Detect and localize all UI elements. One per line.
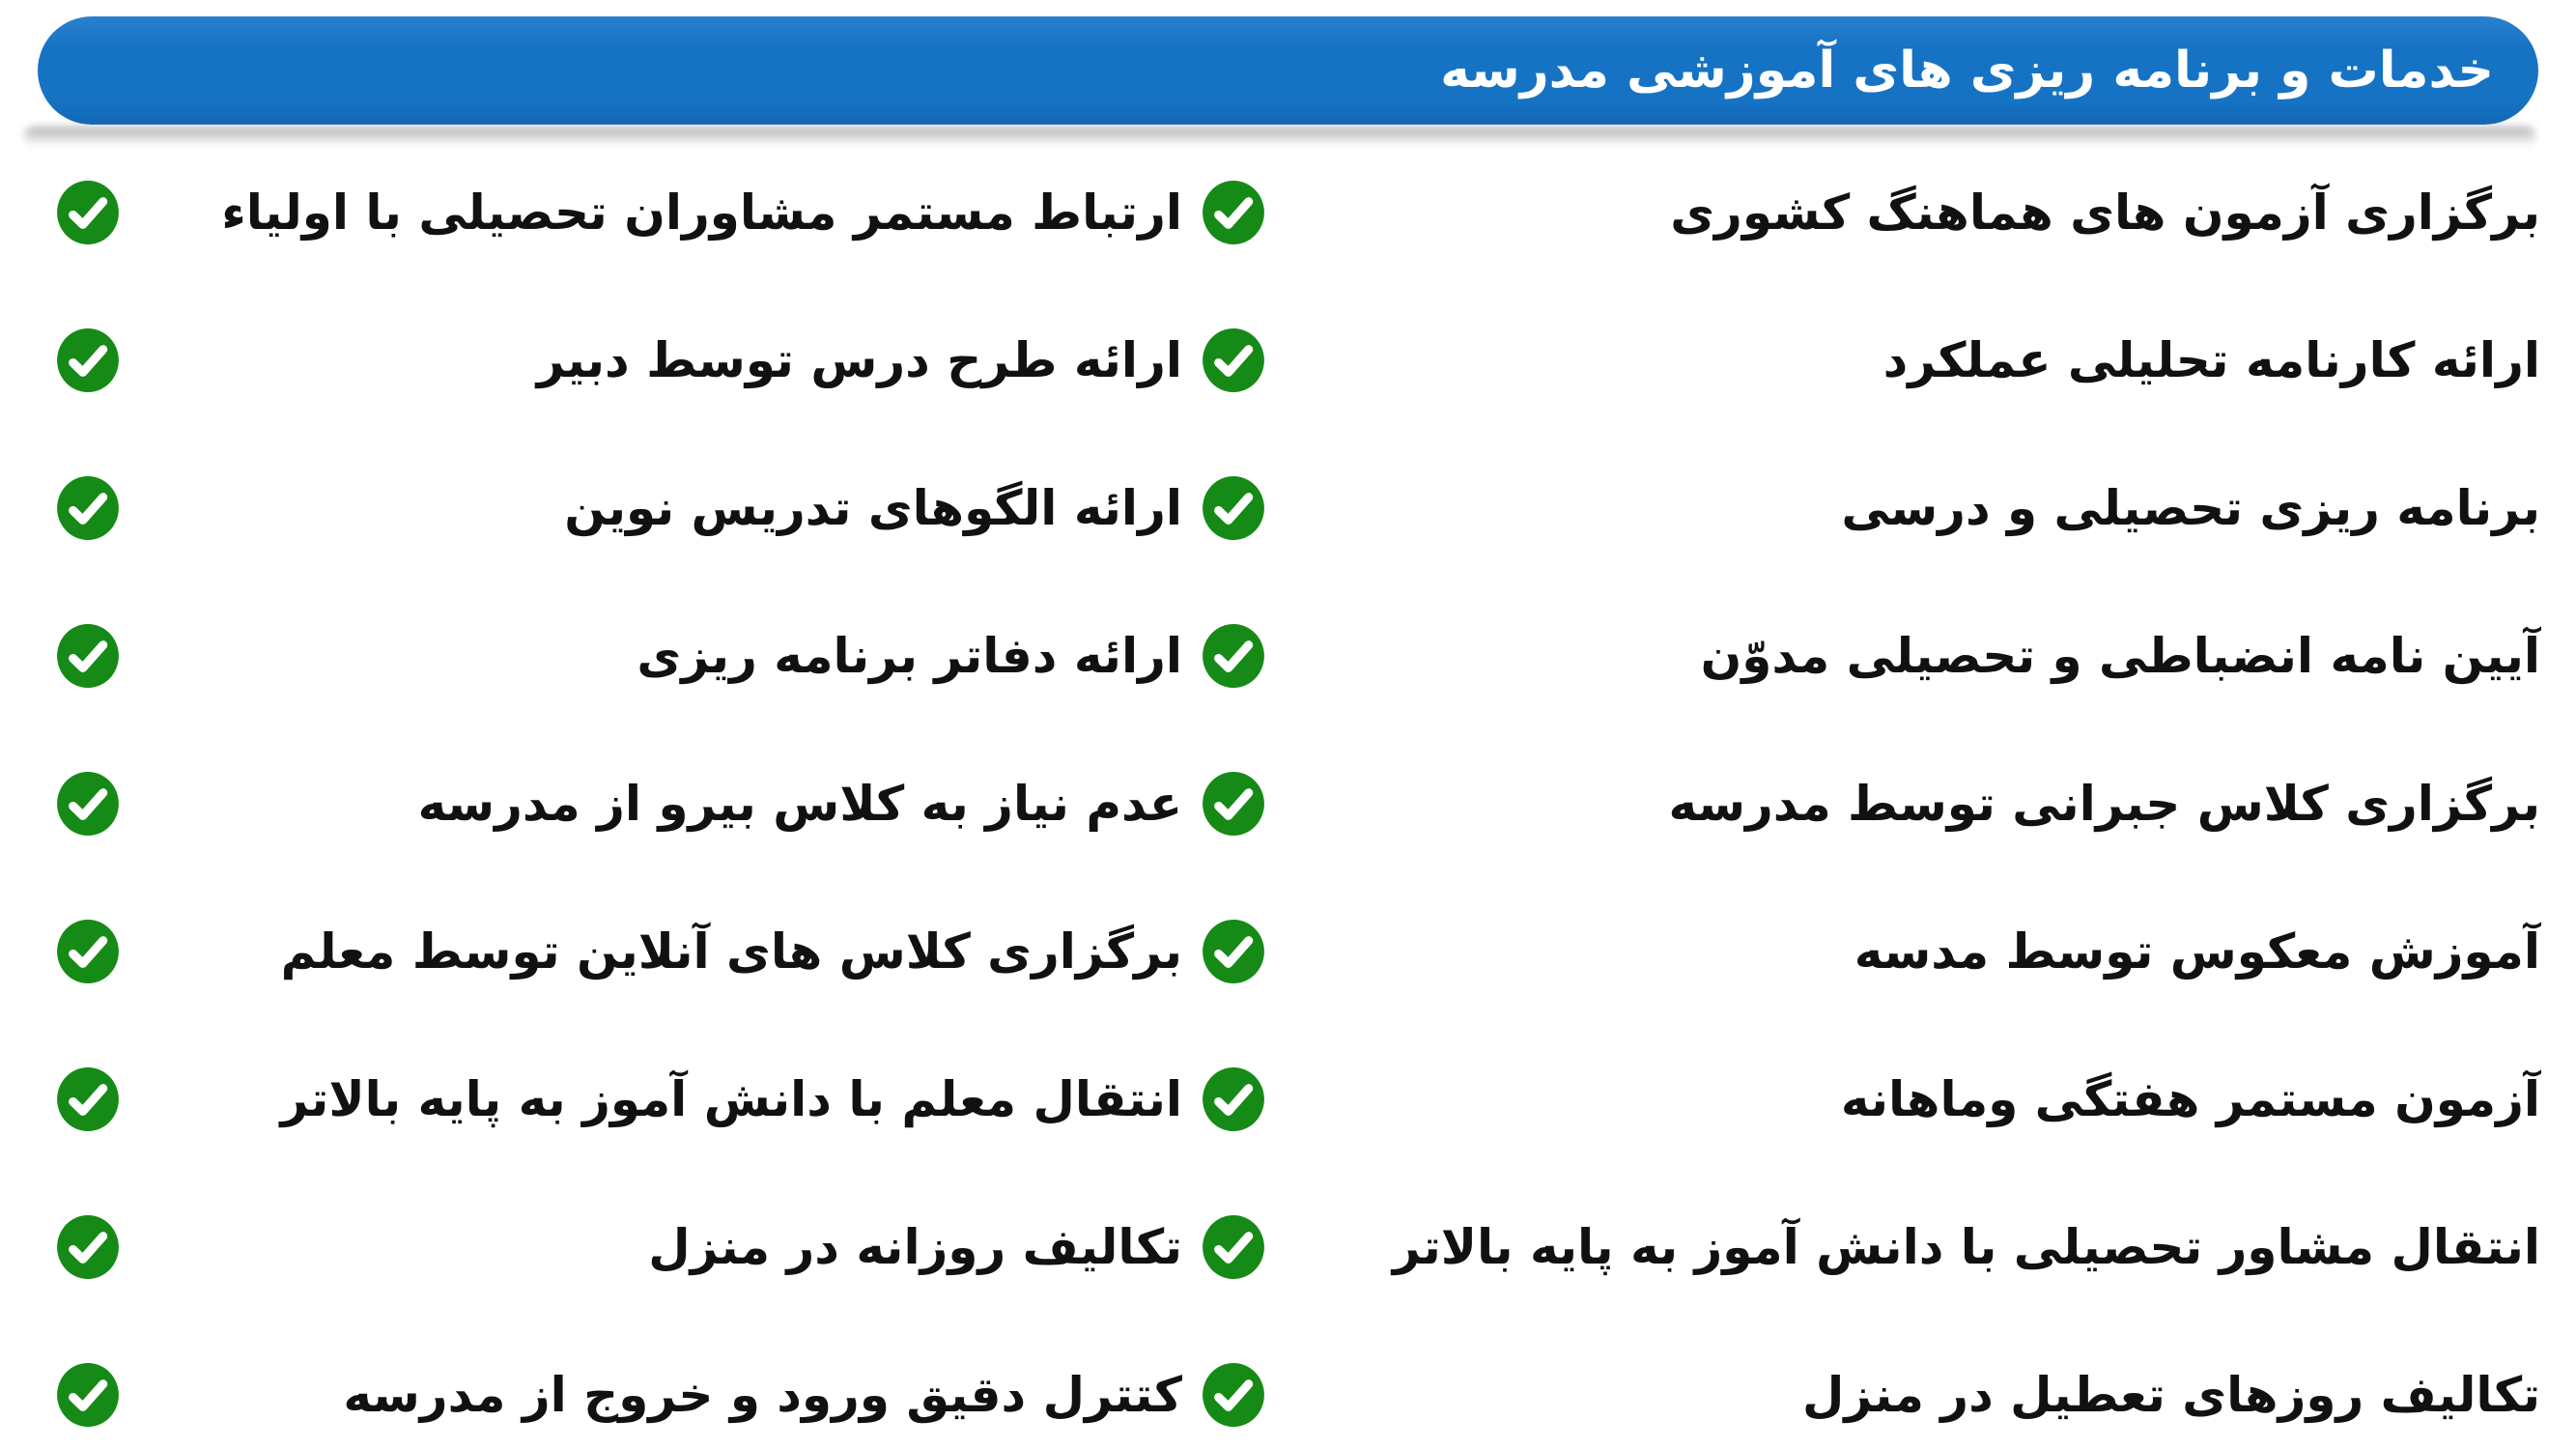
right-item-text: آیین نامه انضباطی و تحصیلی مدوّن [1700, 627, 2540, 684]
left-item [221, 180, 1265, 245]
left-item [648, 1214, 1265, 1280]
edge-check [56, 919, 120, 984]
right-item-text: برگزاری کلاس جبرانی توسط مدرسه [1668, 775, 2540, 832]
edge-check [56, 180, 120, 245]
check-circle-icon [1202, 1066, 1265, 1132]
checklist [0, 138, 2576, 1449]
left-item-text: ارائه طرح درس توسط دبیر [536, 331, 1182, 388]
right-item-text: آموزش معکوس توسط مدسه [1854, 923, 2540, 980]
right-item-text: انتقال مشاور تحصیلی با دانش آموز به پایه بالاتر [1392, 1218, 2540, 1275]
check-circle-icon [56, 1214, 120, 1280]
edge-check [56, 1066, 120, 1132]
right-item-text: برگزاری آزمون های هماهنگ کشوری [1670, 184, 2540, 241]
right-item [1802, 1366, 2540, 1423]
right-item [1392, 1218, 2540, 1275]
right-item-text: آزمون مستمر هفتگی وماهانه [1840, 1070, 2540, 1127]
left-item-text: ارائه الگوهای تدریس نوین [564, 479, 1182, 536]
left-item [418, 771, 1265, 837]
check-circle-icon [1202, 1362, 1265, 1428]
check-circle-icon [56, 180, 120, 245]
right-item [1700, 627, 2540, 684]
left-item-text: عدم نیاز به کلاس بیرو از مدرسه [417, 775, 1182, 832]
check-circle-icon [56, 919, 120, 984]
right-item [1882, 331, 2540, 388]
left-item-text: ارتباط مستمر مشاوران تحصیلی با اولیاء [221, 184, 1182, 241]
check-circle-icon [56, 475, 120, 541]
checklist-row [0, 1025, 2576, 1173]
checklist-row [0, 138, 2576, 286]
right-item [1668, 775, 2540, 832]
checklist-row [0, 286, 2576, 434]
left-item-text: انتقال معلم با دانش آموز به پایه بالاتر [280, 1070, 1182, 1127]
check-circle-icon [1202, 180, 1265, 245]
check-circle-icon [56, 327, 120, 393]
right-item-text: تکالیف روزهای تعطیل در منزل [1802, 1366, 2540, 1423]
right-item [1670, 184, 2540, 241]
left-item-text: کتترل دقیق ورود و خروج از مدرسه [343, 1366, 1182, 1423]
edge-check [56, 327, 120, 393]
right-item [1840, 1070, 2540, 1127]
check-circle-icon [1202, 475, 1265, 541]
left-item-text: برگزاری کلاس های آنلاین توسط معلم [280, 923, 1182, 980]
edge-check [56, 623, 120, 689]
right-item [1854, 923, 2540, 980]
edge-check [56, 475, 120, 541]
left-item [564, 475, 1265, 541]
left-item [280, 1066, 1265, 1132]
left-item [537, 327, 1265, 393]
check-circle-icon [1202, 919, 1265, 984]
right-item [1841, 479, 2540, 536]
check-circle-icon [56, 1362, 120, 1428]
check-circle-icon [56, 623, 120, 689]
checklist-row [0, 434, 2576, 582]
left-item-text: ارائه دفاتر برنامه ریزی [637, 627, 1182, 684]
left-item [637, 623, 1265, 689]
edge-check [56, 1214, 120, 1280]
check-circle-icon [56, 1066, 120, 1132]
left-item [343, 1362, 1265, 1428]
check-circle-icon [1202, 623, 1265, 689]
checklist-row [0, 582, 2576, 729]
checklist-row [0, 877, 2576, 1025]
check-circle-icon [1202, 1214, 1265, 1280]
left-item [281, 919, 1265, 984]
check-circle-icon [1202, 771, 1265, 837]
checklist-row [0, 1321, 2576, 1449]
left-item-text: تکالیف روزانه در منزل [648, 1218, 1182, 1275]
check-circle-icon [56, 771, 120, 837]
right-item-text: برنامه ریزی تحصیلی و درسی [1841, 479, 2540, 536]
right-item-text: ارائه کارنامه تحلیلی عملکرد [1882, 331, 2540, 388]
check-circle-icon [1202, 327, 1265, 393]
page-title: خدمات و برنامه ریزی های آموزشی مدرسه [1440, 42, 2494, 99]
edge-check [56, 1362, 120, 1428]
edge-check [56, 771, 120, 837]
checklist-row [0, 729, 2576, 877]
header-banner [38, 16, 2538, 125]
checklist-row [0, 1173, 2576, 1321]
